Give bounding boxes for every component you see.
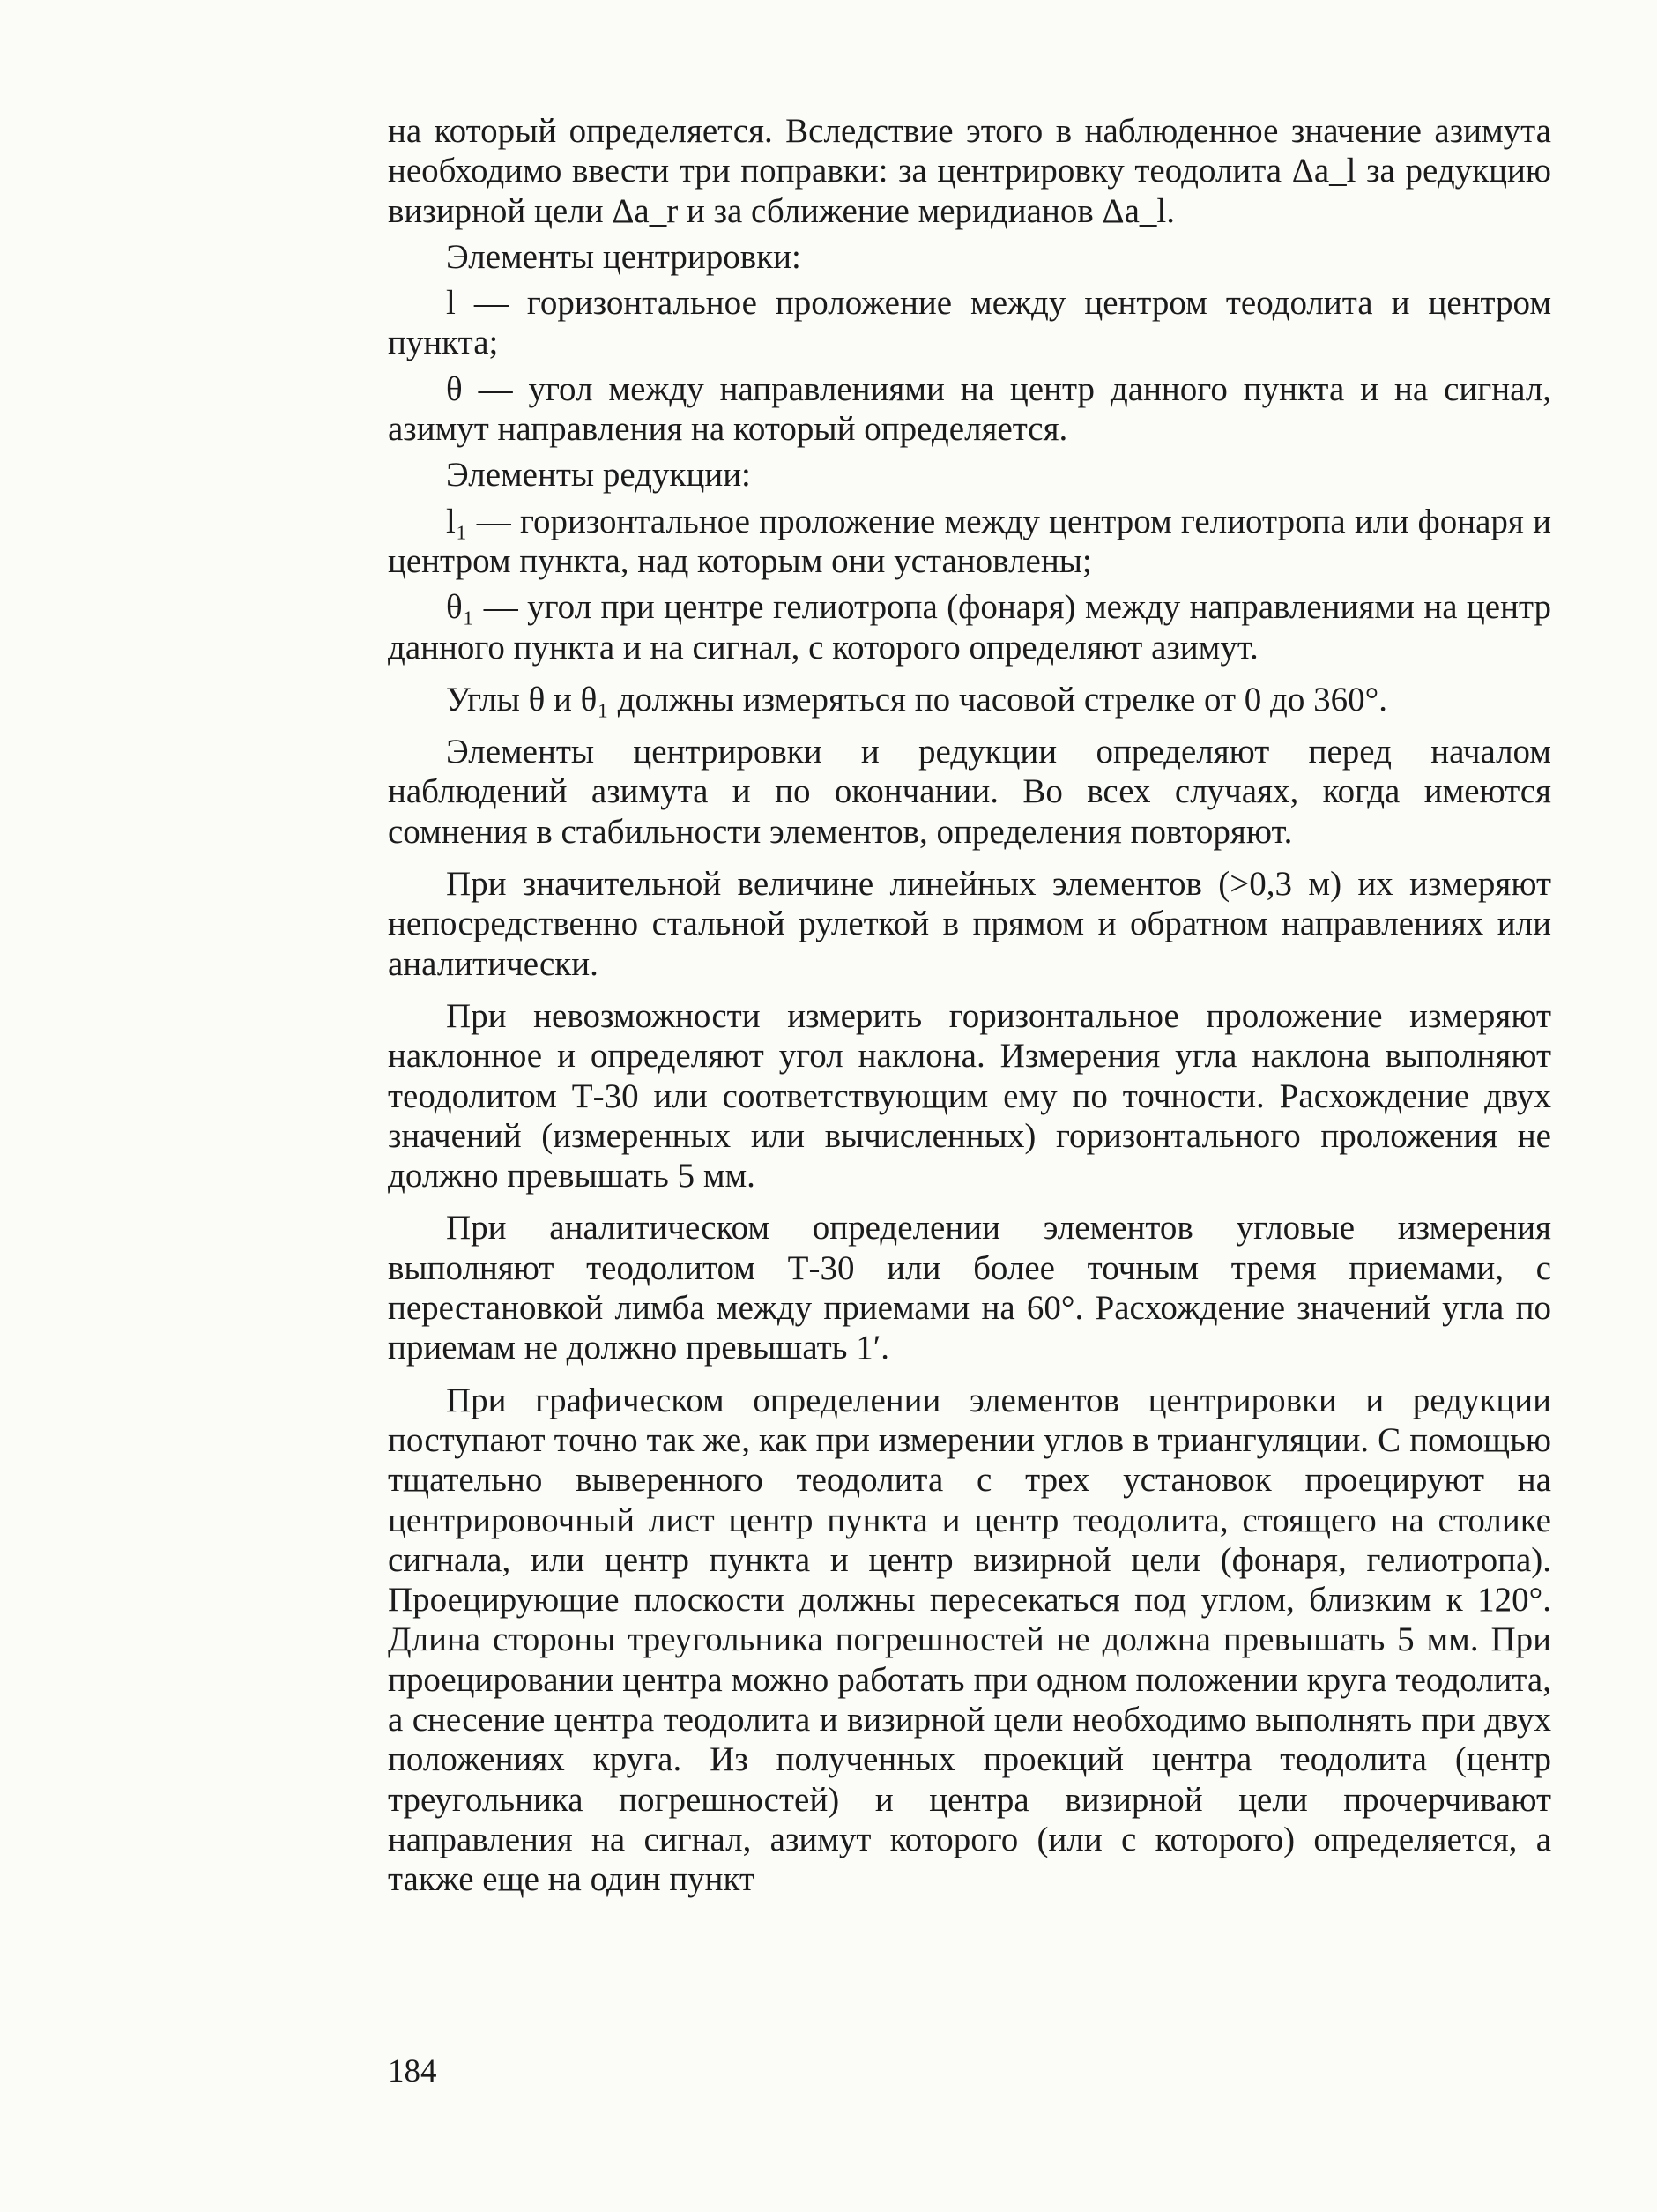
paragraph-10: При значительной величине линейных элементов (>0,3 м) их измеряют непосредственно стальной рулеткой в прямом и обратном направлениях или аналитически. — [388, 865, 1551, 983]
paragraph-6: l₁ — горизонтальное проложение между центром гелиотропа или фонаря и центром пункта, над которым они установлены; — [388, 502, 1551, 580]
paragraph-8: Углы θ и θ₁ должны измеряться по часовой стрелке от 0 до 360°. — [446, 680, 1387, 719]
page-number: 184 — [388, 2053, 437, 2089]
paragraph-9: Элементы центрировки и редукции определяют перед началом наблюдений азимута и по окончании. Во всех случаях, когда имеются сомнения в стабильности элементов, определения повторяют. — [388, 733, 1551, 851]
page-body — [388, 111, 1551, 1899]
paragraph-12: При аналитическом определении элементов угловые измерения выполняют теодолитом Т-30 или более точным тремя приемами, с перестановкой лимба между приемами на 60°. Расхождение значений угла по приемам не должно превышать 1′. — [388, 1209, 1551, 1367]
paragraph-11: При невозможности измерить горизонтальное проложение измеряют наклонное и определяют угол наклона. Измерения угла наклона выполняют теодолитом Т-30 или соответствующим ему по точности. Расхождение двух значений (измеренных или вычисленных) горизонтального проложения не должно превышать 5 мм. — [388, 996, 1551, 1195]
paragraph-13: При графическом определении элементов центрировки и редукции поступают точно так же, как при измерении углов в триангуляции. С помощью тщательно выверенного теодолита с трех установок проецируют на центрировочный лист центр пункта и центр теодолита, стоящего на столике сигнала, или центр пункта и центр визирной цели (фонаря, гелиотропа). Проецирующие плоскости должны пересекаться под углом, близким к 120°. Длина стороны треугольника погрешностей не должна превышать 5 мм. При проецировании центра можно работать при одном положении круга теодолита, а снесение центра теодолита и визирной цели необходимо выполнять при двух положениях круга. Из полученных проекций центра теодолита (центр треугольника погрешностей) и центра визирной цели прочерчивают направления на сигнал, азимут которого (или с которого) определяется, а также еще на один пункт — [388, 1381, 1551, 1899]
paragraph-5: Элементы редукции: — [446, 456, 751, 495]
paragraph-2: Элементы центрировки: — [446, 237, 801, 276]
paragraph-3: l — горизонтальное проложение между центром теодолита и центром пункта; — [388, 284, 1551, 362]
paragraph-1: на который определяется. Вследствие этого в наблюденное значение азимута необходимо ввести три поправки: за центрировку теодолита Δa_l за редукцию визирной цели Δa_r и за сближение меридианов Δa_l. — [388, 112, 1551, 230]
paragraph-7: θ₁ — угол при центре гелиотропа (фонаря) между направлениями на центр данного пункта и на сигнал, с которого определяют азимут. — [388, 588, 1551, 667]
paragraph-4: θ — угол между направлениями на центр данного пункта и на сигнал, азимут направления на который определяется. — [388, 369, 1551, 449]
